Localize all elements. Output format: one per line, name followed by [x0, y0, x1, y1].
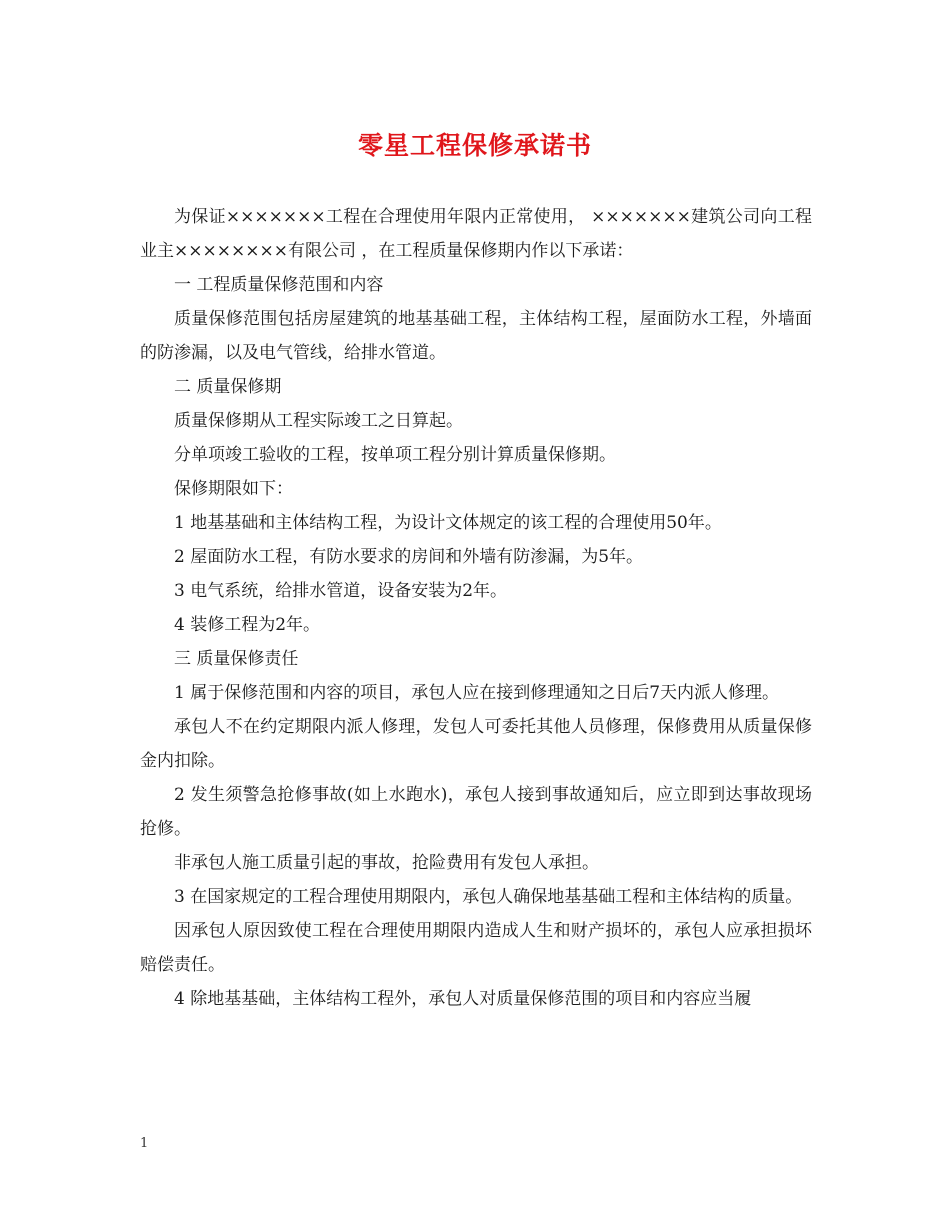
list-item: 1 地基基础和主体结构工程，为设计文体规定的该工程的合理使用50年。 [174, 513, 722, 533]
paragraph: 分单项竣工验收的工程，按单项工程分别计算质量保修期。 [174, 445, 616, 465]
list-item: 4 除地基基础，主体结构工程外，承包人对质量保修范围的项目和内容应当履 [174, 989, 752, 1009]
list-item: 3 电气系统，给排水管道，设备安装为2年。 [174, 581, 508, 601]
paragraph: 承包人不在约定期限内派人修理，发包人可委托其他人员修理，保修费用从质量保修金内扣除。 [140, 717, 812, 771]
paragraph: 质量保修期从工程实际竣工之日算起。 [174, 411, 463, 431]
section-heading: 一 工程质量保修范围和内容 [174, 275, 384, 295]
list-item: 3 在国家规定的工程合理使用期限内，承包人确保地基基础工程和主体结构的质量。 [174, 887, 803, 907]
paragraph: 质量保修范围包括房屋建筑的地基基础工程，主体结构工程，屋面防水工程，外墙面的防渗漏，以及电气管线，给排水管道。 [140, 309, 812, 363]
paragraph: 保修期限如下： [174, 479, 293, 499]
list-item: 2 发生须警急抢修事故(如上水跑水)，承包人接到事故通知后，应立即到达事故现场抢修。 [140, 785, 812, 839]
paragraph: 为保证×××××××工程在合理使用年限内正常使用， ×××××××建筑公司向工程业主××××××××有限公司 ，在工程质量保修期内作以下承诺： [140, 207, 812, 261]
page-number: 1 [140, 1136, 149, 1151]
document-body [140, 200, 812, 1016]
paragraph: 非承包人施工质量引起的事故，抢险费用有发包人承担。 [174, 853, 599, 873]
section-heading: 二 质量保修期 [174, 377, 282, 397]
list-item: 4 装修工程为2年。 [174, 615, 321, 635]
document-title: 零星工程保修承诺书 [357, 131, 592, 160]
paragraph: 因承包人原因致使工程在合理使用期限内造成人生和财产损坏的，承包人应承担损坏赔偿责任。 [140, 921, 812, 975]
section-heading: 三 质量保修责任 [174, 649, 299, 669]
list-item: 1 属于保修范围和内容的项目，承包人应在接到修理通知之日后7天内派人修理。 [174, 683, 780, 703]
list-item: 2 屋面防水工程，有防水要求的房间和外墙有防渗漏，为5年。 [174, 547, 644, 567]
